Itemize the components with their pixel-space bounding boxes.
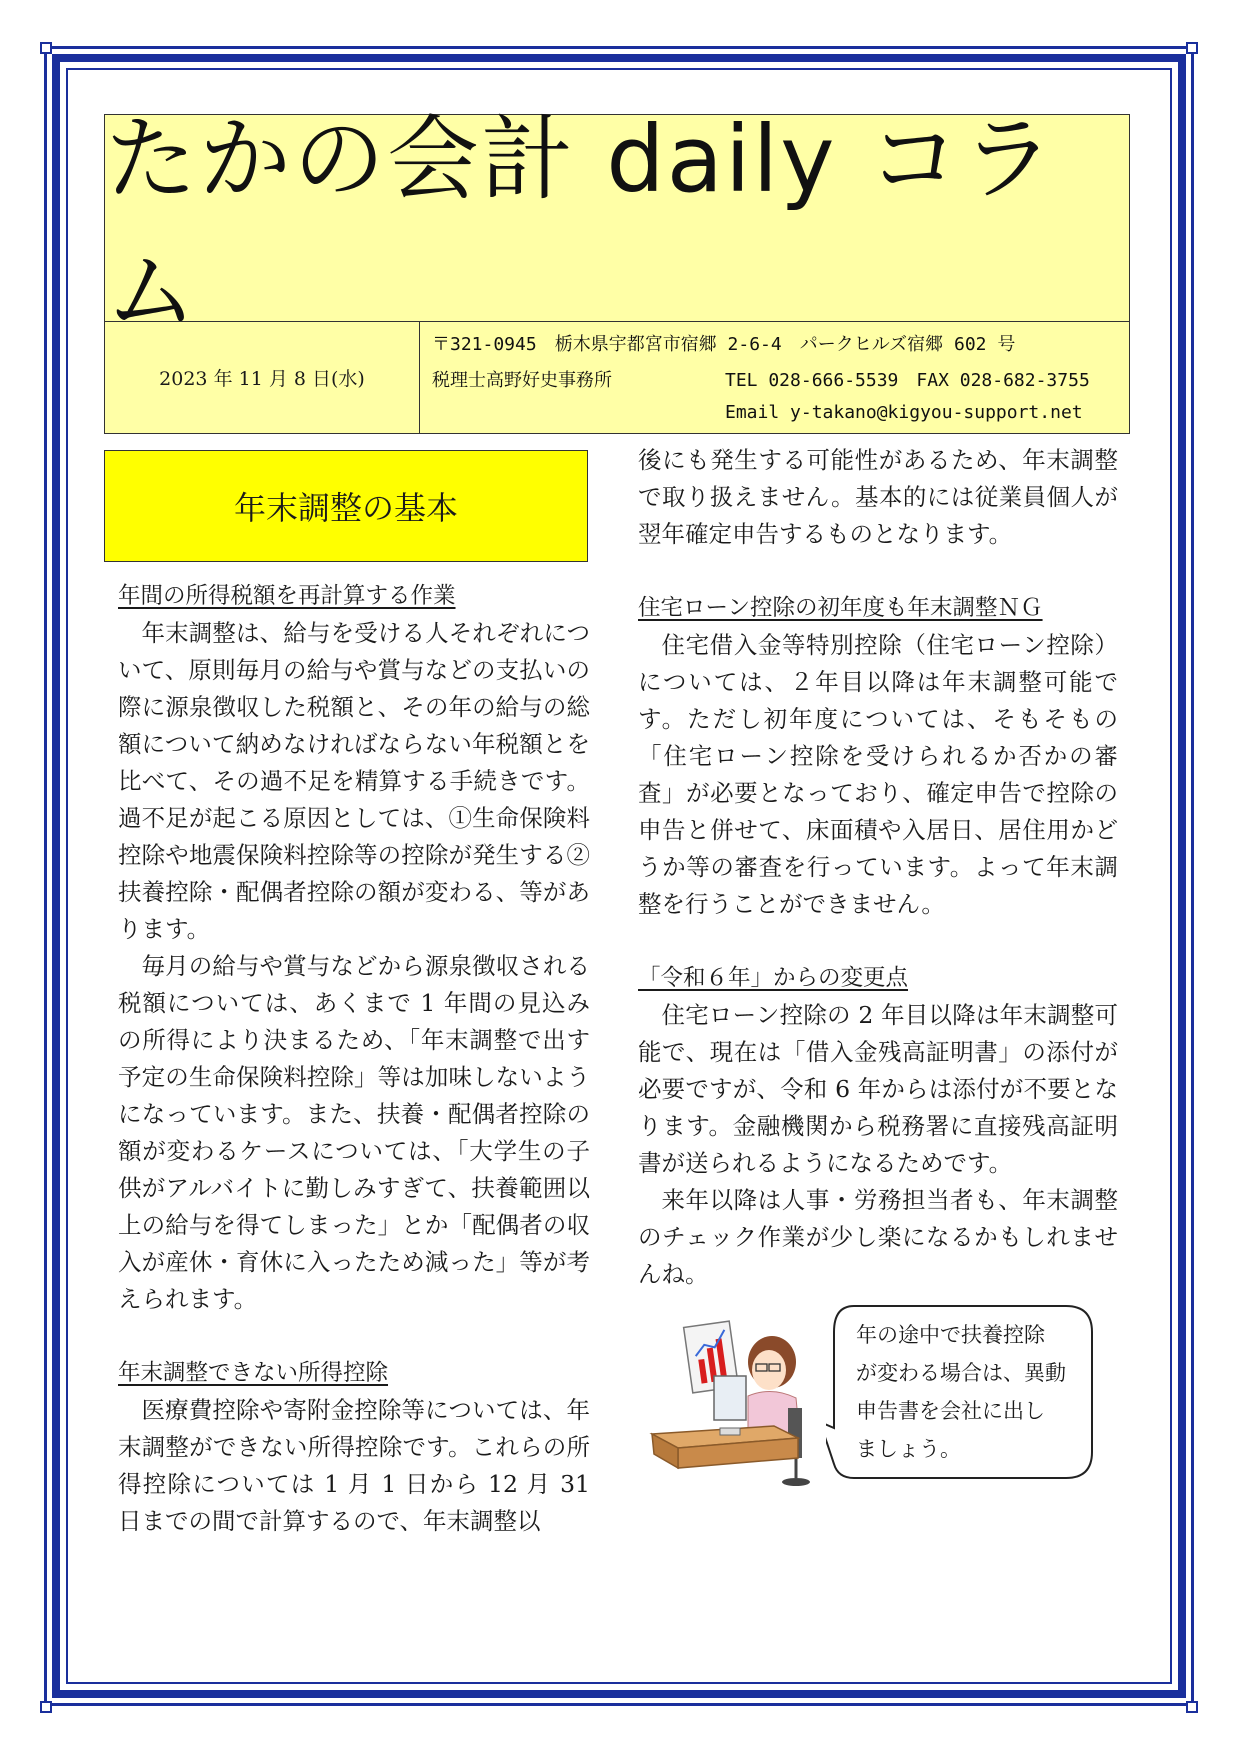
bubble-line: が変わる場合は、異動 <box>856 1361 1066 1385</box>
paragraph-housing-loan-1: 住宅借入金等特別控除（住宅ローン控除）については、２年目以降は年末調整可能です。ただし初年度については、そもそもの「住宅ローン控除を受けられるか否かの審査」が必要となっており、確定申告で控除の申告と併せて、床面積や入居日、居住用かどうか等の審査を行っています。よって年末調整を行うことができません。 <box>638 631 1118 918</box>
spacer <box>638 553 1118 590</box>
office-name: 税理士高野好史事務所 <box>432 370 612 391</box>
phone-fax: TEL 028-666-5539 FAX 028-682-3755 <box>725 370 1090 391</box>
bubble-line: ましょう。 <box>856 1437 961 1461</box>
speech-bubble <box>826 1304 1094 1480</box>
section-heading-housing-loan: 住宅ローン控除の初年度も年末調整ＮＧ <box>638 595 1043 621</box>
topic-title: 年末調整の基本 <box>104 450 588 562</box>
column-right <box>638 442 1118 1293</box>
section-heading-recalculation: 年間の所得税額を再計算する作業 <box>118 583 456 609</box>
info-row <box>105 321 1129 433</box>
section-heading-reiwa6-changes: 「令和６年」からの変更点 <box>638 965 909 991</box>
frame-corner-bottom-left <box>40 1701 52 1713</box>
office-address: 〒321-0945 栃木県宇都宮市宿郷 2-6-4 パークヒルズ宿郷 602 号 <box>432 334 1016 355</box>
frame-corner-top-right <box>1186 42 1198 54</box>
bubble-line: 申告書を会社に出し <box>856 1399 1045 1423</box>
paragraph-recalculation-1: 年末調整は、給与を受ける人それぞれについて、原則毎月の給与や賞与などの支払いの際に源泉徴収した税額と、その年の給与の総額について納めなければならない年税額とを比べて、その過不足を精算する手続きです。過不足が起こる原因としては、①生命保険料控除や地震保険料控除等の控除が発生する②扶養控除・配偶者控除の額が変わる、等があります。 <box>118 619 590 943</box>
bubble-line: 年の途中で扶養控除 <box>856 1323 1045 1347</box>
masthead <box>104 106 1130 434</box>
contact-block <box>420 322 1129 433</box>
paragraph-reiwa6-1: 住宅ローン控除の 2 年目以降は年末調整可能で、現在は「借入金残高証明書」の添付が必要ですが、令和 6 年からは添付が不要となります。金融機関から税務署に直接残高証明書が送られるようになるためです。 <box>638 1001 1118 1177</box>
email-address[interactable]: Email y-takano@kigyou-support.net <box>725 402 1083 423</box>
office-worker-icon <box>648 1318 813 1490</box>
office-worker-illustration <box>648 1318 813 1490</box>
spacer <box>638 923 1118 960</box>
paragraph-recalculation-2: 毎月の給与や賞与などから源泉徴収される税額については、あくまで 1 年間の見込みの所得により決まるため、「年末調整で出す予定の生命保険料控除」等は加味しないようになっています。また、扶養・配偶者控除の額が変わるケースについては、「大学生の子供がアルバイトに勤しみすぎて、扶養範囲以上の給与を得てしまった」とか「配偶者の収入が産休・育休に入ったため減った」等が考えられます。 <box>118 952 590 1313</box>
spacer <box>118 1318 590 1355</box>
frame-corner-top-left <box>40 42 52 54</box>
column-left <box>118 578 590 1540</box>
issue-date: 2023 年 11 月 8 日(水) <box>105 322 420 433</box>
paragraph-non-adjustable-1: 医療費控除や寄附金控除等については、年末調整ができない所得控除です。これらの所得控除については 1 月 1 日から 12 月 31 日までの間で計算するので、年末調整以 <box>118 1396 590 1535</box>
frame-corner-bottom-right <box>1186 1701 1198 1713</box>
newsletter-title: たかの会計 daily コラム <box>105 106 1056 345</box>
paragraph-non-adjustable-continued: 後にも発生する可能性があるため、年末調整で取り扱えません。基本的には従業員個人が翌年確定申告するものとなります。 <box>638 446 1118 548</box>
section-heading-non-adjustable: 年末調整できない所得控除 <box>118 1360 389 1386</box>
paragraph-reiwa6-2: 来年以降は人事・労務担当者も、年末調整のチェック作業が少し楽になるかもしれませんね。 <box>638 1186 1118 1288</box>
speech-bubble-text <box>856 1316 1082 1468</box>
